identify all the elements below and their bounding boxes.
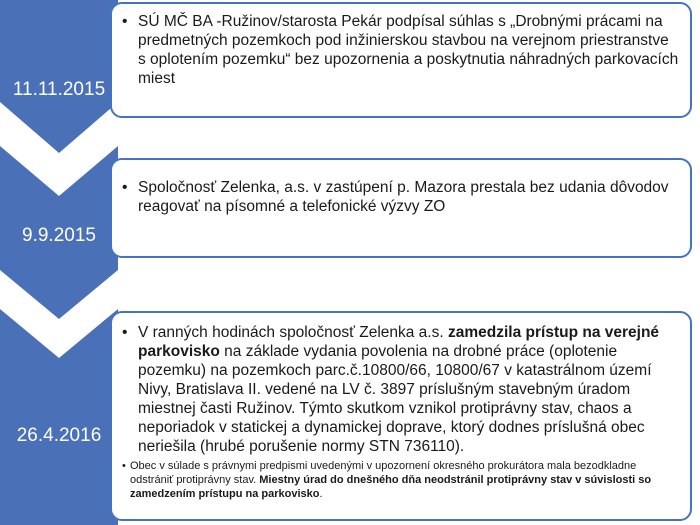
event-3-note-pre: Obec v súlade s právnymi predpismi uvedenými v upozornení okresného prokurátora mala bezodkladne odstrániť protiprávny stav.	[130, 460, 637, 486]
event-1-text: • SÚ MČ BA -Ružinov/starosta Pekár podpísal súhlas s „Drobnými prácami na predmetných pozemkoch pod inžinierskou stavbou na verejnom priestranstve s oplotením pozemku“ bez upozornenia a poskytnutia náhradných parkovacích miest	[122, 12, 680, 88]
event-3-note	[122, 459, 680, 501]
event-3-text-pre: V ranných hodinách spoločnosť Zelenka a.s.	[138, 324, 448, 341]
date-label-1: 11.11.2015	[12, 79, 106, 100]
chevron-1	[0, 0, 118, 153]
event-3-text	[122, 323, 680, 456]
event-box-1	[110, 2, 692, 118]
date-label-3: 26.4.2016	[16, 425, 102, 446]
event-2-text: • Spoločnosť Zelenka, a.s. v zastúpení p. Mazora prestala bez udania dôvodov reagovať na písomné a telefonické výzvy ZO	[122, 178, 680, 216]
event-3-text-post: na základe vydania povolenia na drobné práce (oplotenie pozemku) na pozemkoch parc.č.10800/66, 10800/67 v katastrálnom území Nivy, Bratislava II. vedené na LV č. 3897 príslušným stavebným úradom miestnej časti Ružinov. Týmto skutkom vznikol protiprávny stav, chaos a neporiadok v statickej a dynamickej doprave, ktorý dodnes príslušná obec neriešila (hrubé porušenie normy STN 736110).	[138, 343, 652, 455]
event-3-text-bold: zamedzila prístup na verejné parkovisko	[138, 324, 660, 360]
chevron-3	[0, 309, 118, 525]
event-3-note-post: .	[319, 488, 323, 500]
event-box-3	[110, 311, 692, 521]
date-label-2: 9.9.2015	[22, 225, 96, 246]
event-3-note-bold: Miestny úrad do dnešného dňa neodstránil protiprávny stav v súvislosti so zamedzením prístupu na parkovisko	[130, 474, 652, 500]
event-box-2	[110, 158, 692, 258]
